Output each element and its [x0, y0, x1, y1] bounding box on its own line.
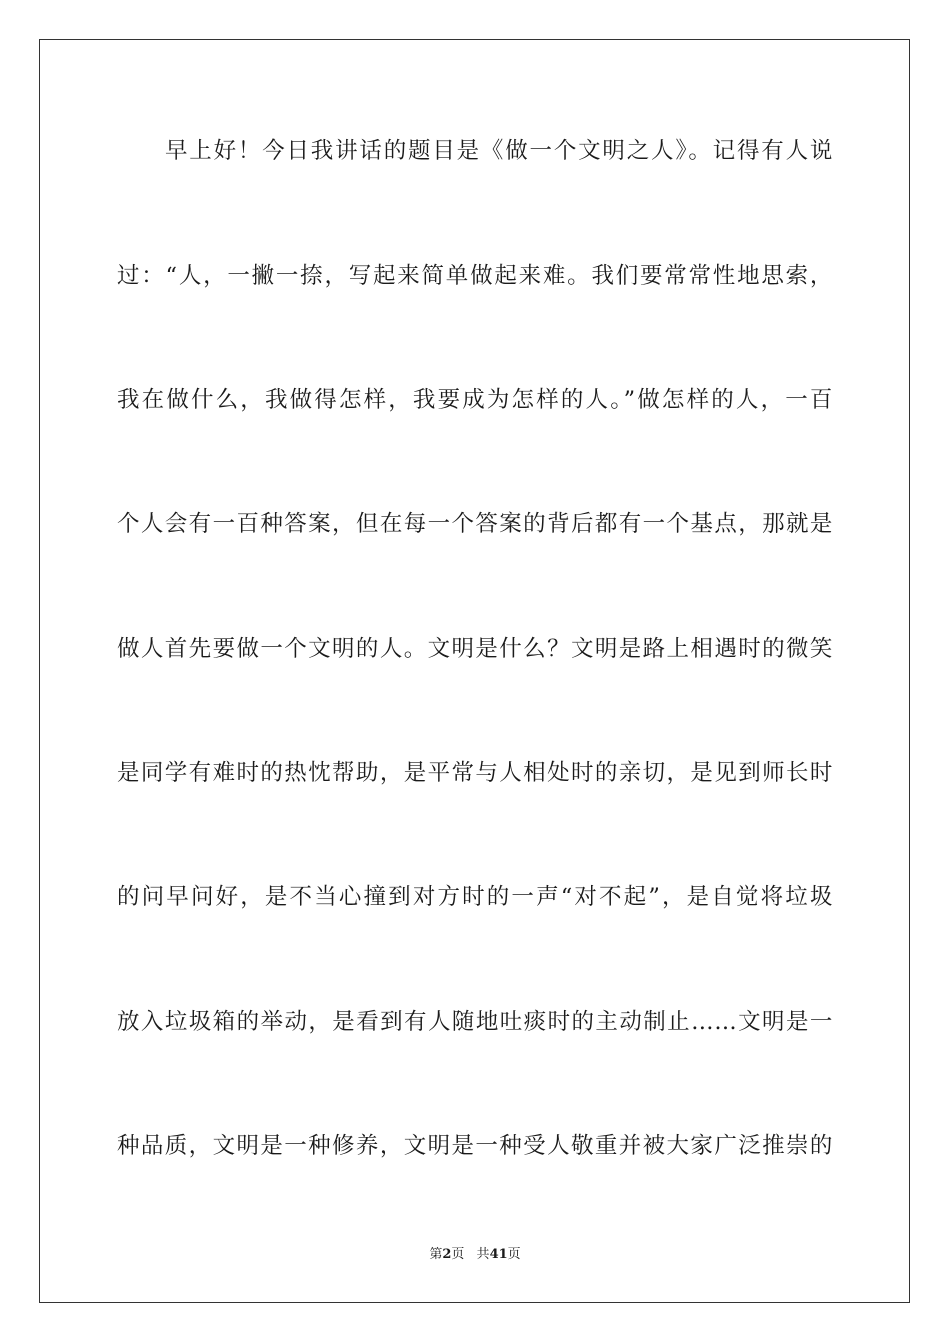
paragraph-line-4: 个人会有一百种答案，但在每一个答案的背后都有一个基点，那就是: [117, 511, 833, 537]
paragraph-line-5: 做人首先要做一个文明的人。文明是什么？文明是路上相遇时的微笑: [117, 636, 833, 662]
page-indicator: 第2页: [429, 1247, 465, 1262]
paragraph-line-9: 种品质，文明是一种修养，文明是一种受人敬重并被大家广泛推崇的: [117, 1133, 833, 1159]
page-border: [39, 39, 910, 1303]
page-footer: [0, 1247, 950, 1263]
paragraph-line-1: 早上好！今日我讲话的题目是《做一个文明之人》。记得有人说: [165, 138, 833, 164]
page-number: 2: [442, 1247, 452, 1262]
paragraph-line-2: 过：“人，一撇一捺，写起来简单做起来难。我们要常常性地思索，: [117, 263, 833, 289]
paragraph-line-7: 的问早问好，是不当心撞到对方时的一声“对不起”，是自觉将垃圾: [117, 884, 833, 910]
paragraph-line-6: 是同学有难时的热忱帮助，是平常与人相处时的亲切，是见到师长时: [117, 760, 833, 786]
total-pages-indicator: 共41页: [476, 1247, 521, 1262]
paragraph-line-3: 我在做什么，我做得怎样，我要成为怎样的人。”做怎样的人，一百: [117, 387, 833, 413]
paragraph-line-8: 放入垃圾箱的举动，是看到有人随地吐痰时的主动制止……文明是一: [117, 1009, 833, 1035]
total-page-count: 41: [489, 1247, 508, 1262]
